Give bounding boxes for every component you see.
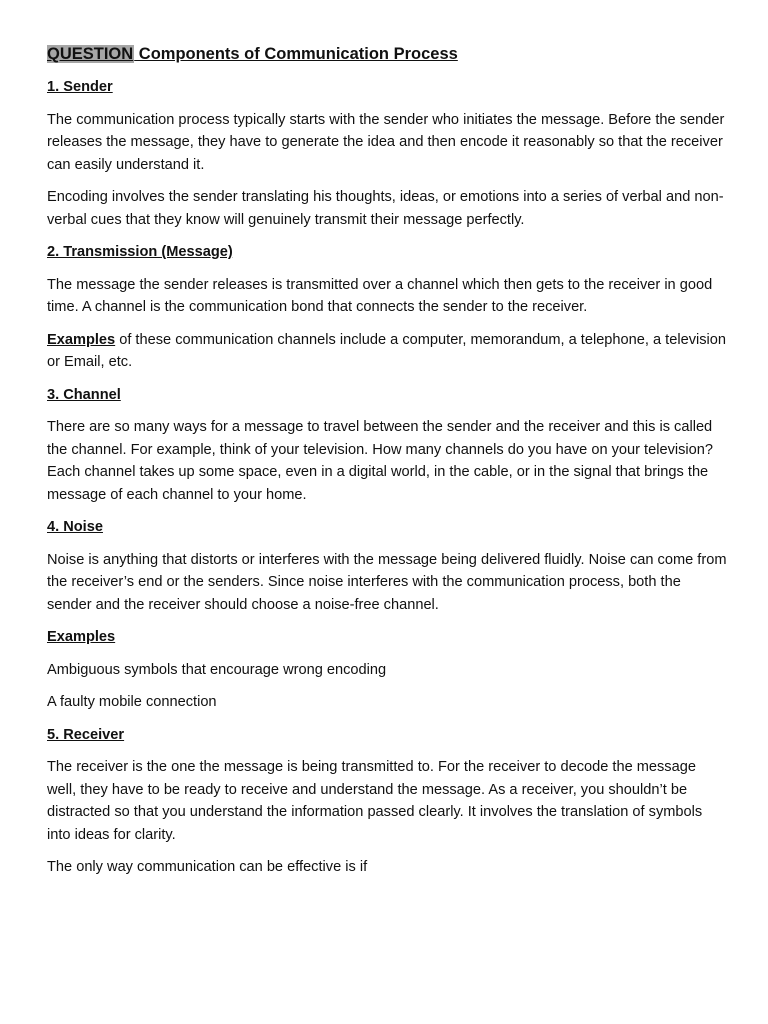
examples-label: Examples — [47, 331, 116, 348]
page-title — [47, 42, 727, 66]
sender-paragraph-2: Encoding involves the sender translating his thoughts, ideas, or emotions into a series of verbal and non-verbal cues that they know will genuinely transmit their message perfectly. — [47, 189, 724, 228]
channel-paragraph-1: There are so many ways for a message to travel between the sender and the receiver and this is called the channel. For example, think of your television. How many channels do you have on your television? Each channel takes up some space, even in a digital world, in the cable, or in the signal that brings the message of each channel to your home. — [47, 419, 714, 503]
heading-receiver: 5. Receiver — [47, 726, 125, 743]
heading-noise-examples: Examples — [47, 629, 116, 645]
examples-text: of these communication channels include a computer, memorandum, a telephone, a television or Email, etc. — [47, 331, 727, 370]
receiver-paragraph-1: The receiver is the one the message is being transmitted to. For the receiver to decode the message well, they have to be ready to receive and understand the message. As a receiver, you shouldn’t be distracted so that you understand the information passed clearly. It involves the translation of symbols into ideas for clarity. — [47, 759, 703, 843]
noise-example-1: Ambiguous symbols that encourage wrong encoding — [47, 661, 387, 678]
heading-transmission: 2. Transmission (Message) — [47, 244, 233, 260]
title-text: Components of Communication Process — [134, 45, 458, 63]
heading-channel: 3. Channel — [47, 386, 121, 403]
noise-example-2: A faulty mobile connection — [47, 694, 217, 710]
heading-noise: 4. Noise — [47, 519, 103, 535]
question-tag: QUESTION — [47, 45, 134, 63]
sender-paragraph-1: The communication process typically starts with the sender who initiates the message. Before the sender releases the message, they have to generate the idea and then encode it reasonably so that the receiver can easily understand it. — [47, 111, 725, 173]
document-page — [47, 42, 727, 889]
receiver-paragraph-2: The only way communication can be effective is if — [47, 859, 368, 875]
transmission-examples-paragraph — [47, 329, 727, 374]
heading-sender: 1. Sender — [47, 79, 113, 95]
transmission-paragraph-1: The message the sender releases is transmitted over a channel which then gets to the receiver in good time. A channel is the communication bond that connects the sender to the receiver. — [47, 276, 713, 315]
noise-paragraph-1: Noise is anything that distorts or interferes with the message being delivered fluidly. Noise can come from the receiver’s end or the senders. Since noise interferes with the communication process, both the sender and the receiver should choose a noise-free channel. — [47, 551, 727, 613]
